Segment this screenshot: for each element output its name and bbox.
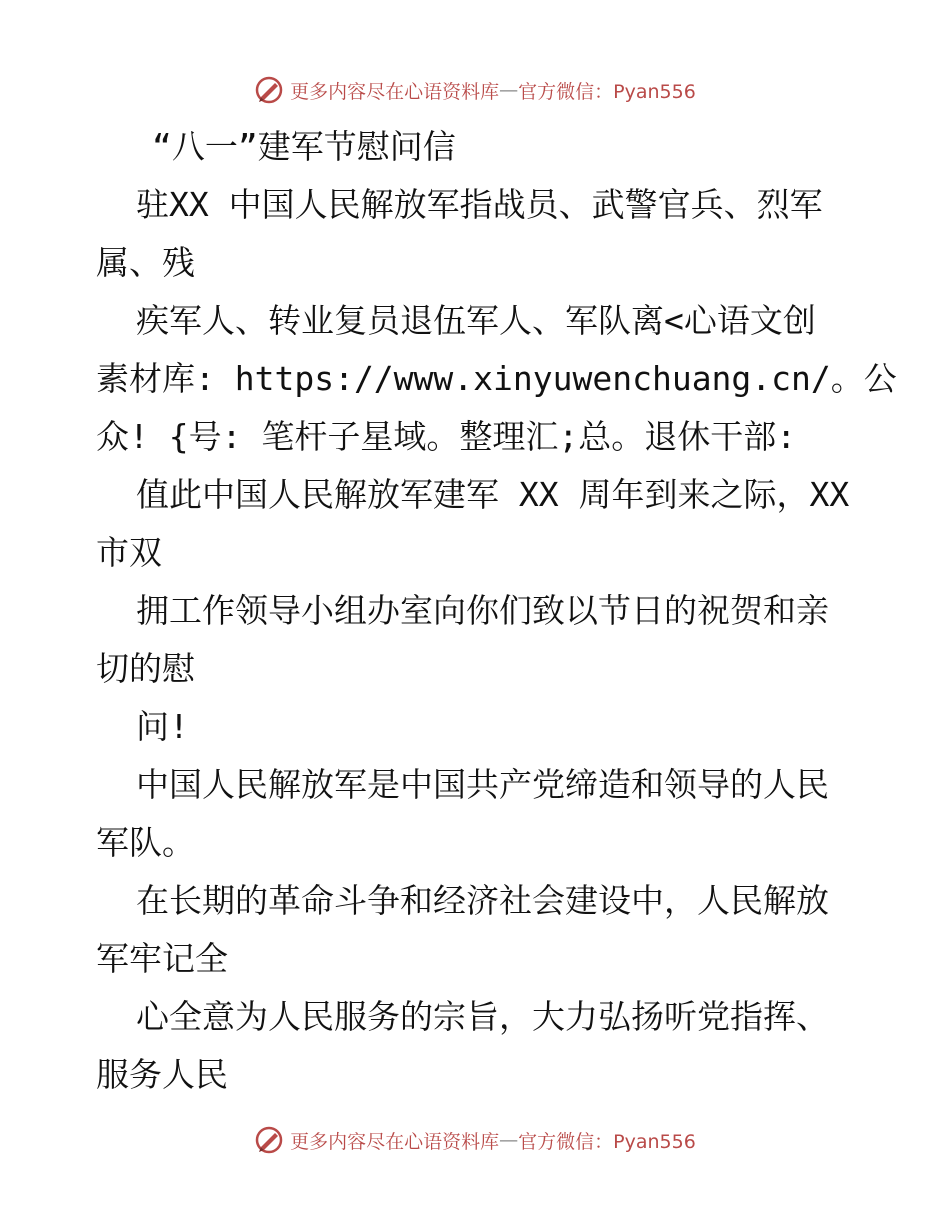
text-line: 疾军人、转业复员退伍军人、军队离<心语文创 [136,301,816,340]
text-line: 众! {号: 笔杆子星域。整理汇;总。退休干部: [96,417,797,456]
pen-logo-icon [254,1125,284,1155]
text-line: 军队。 [96,823,195,862]
text-line: 属、残 [96,243,195,282]
text-line: 在长期的革命斗争和经济社会建设中，人民解放 [136,881,829,920]
text-line: 市双 [96,533,162,572]
footer-slogan: 更多内容尽在心语资料库 [290,1130,500,1153]
text-line: 心全意为人民服务的宗旨，大力弘扬听党指挥、 [136,997,829,1036]
document-body [96,118,897,1104]
text-line: 驻XX 中国人民解放军指战员、武警官兵、烈军 [136,185,823,224]
text-line: 切的慰 [96,649,195,688]
footer-wechat: 官方微信：Pyan556 [518,1130,696,1153]
header-dash: — [499,79,519,101]
footer-banner [0,1120,950,1160]
pen-logo-icon [254,75,284,105]
text-line: 问! [136,707,189,746]
header-wechat: 官方微信：Pyan556 [518,80,696,103]
text-line: 素材库: https://www.xinyuwenchuang.cn/。公 [96,359,897,398]
text-line: 值此中国人民解放军建军 XX 周年到来之际，XX [136,475,850,514]
document-title: “八一”建军节慰问信 [152,127,456,166]
text-line: 服务人民 [96,1055,228,1094]
text-line: 军牢记全 [96,939,228,978]
footer-dash: — [499,1129,519,1151]
text-line: 拥工作领导小组办室向你们致以节日的祝贺和亲 [136,591,829,630]
text-line: 中国人民解放军是中国共产党缔造和领导的人民 [136,765,829,804]
header-banner [0,70,950,110]
header-slogan: 更多内容尽在心语资料库 [290,80,500,103]
